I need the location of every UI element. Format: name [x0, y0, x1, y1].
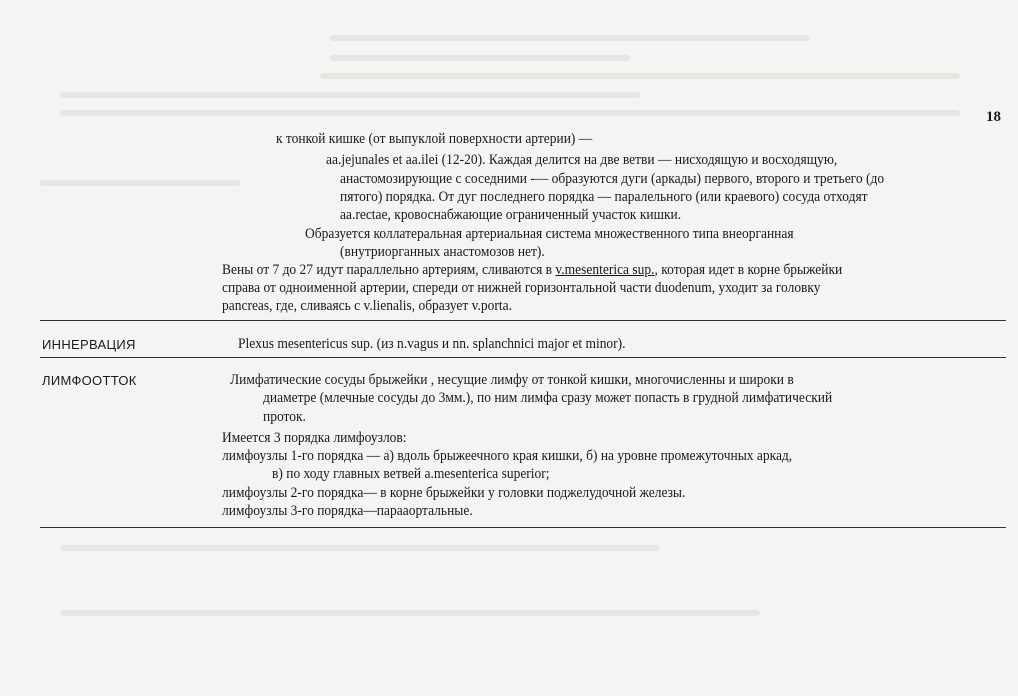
text-line: Plexus mesentericus sup. (из n.vagus и nn. splanchnici major et minor).	[238, 336, 626, 352]
text-line: Имеется 3 порядка лимфоузлов:	[222, 430, 407, 446]
bleed-through	[60, 110, 960, 116]
bleed-through	[320, 73, 960, 79]
divider	[40, 527, 1006, 528]
page-number: 18	[986, 109, 1001, 125]
text-line: лимфоузлы 2-го порядка— в корне брыжейки у головки поджелудочной железы.	[222, 485, 686, 501]
underlined-term: v.mesenterica sup.	[555, 262, 655, 278]
text-line: лимфоузлы 3-го порядка—парааортальные.	[222, 503, 473, 519]
text-line: в) по ходу главных ветвей a.mesenterica superior;	[272, 466, 550, 482]
text-line: пятого) порядка. От дуг последнего порядка — паралельного (или краевого) сосуда отходят	[340, 189, 868, 205]
text: Вены от 7 до 27 идут параллельно артериям, сливаются в	[222, 262, 556, 278]
text: , которая идет в корне брыжейки	[654, 262, 843, 278]
bleed-through	[330, 35, 810, 41]
text-line: диаметре (млечные сосуды до 3мм.), по ним лимфа сразу может попасть в грудной лимфатический	[263, 390, 833, 406]
bleed-through	[40, 180, 240, 186]
bleed-through	[60, 545, 660, 551]
text-line: Лимфатические сосуды брыжейки , несущие лимфу от тонкой кишки, многочисленны и широки в	[230, 372, 794, 388]
text-line: aa.rectae, кровоснабжающие ограниченный участок кишки.	[340, 207, 682, 223]
text-line: Образуется коллатеральная артериальная система множественного типа внеорганная	[305, 226, 794, 242]
bleed-through	[330, 55, 630, 61]
text-line: (внутриорганных анастомозов нет).	[340, 244, 545, 260]
section-label: ЛИМФООТТОК	[42, 373, 137, 388]
text-line: pancreas, где, сливаясь с v.lienalis, образует v.porta.	[222, 298, 512, 314]
bleed-through	[60, 92, 640, 98]
text-line: к тонкой кишке (от выпуклой поверхности артерии) —	[276, 131, 593, 147]
text-line: aa.jejunales et aa.ilei (12-20). Каждая делится на две ветви — нисходящую и восходящую,	[326, 152, 838, 168]
text-line: анастомозирующие с соседними -— образуются дуги (аркады) первого, второго и третьего (до	[340, 171, 885, 187]
divider	[40, 320, 1006, 321]
section-label: ИННЕРВАЦИЯ	[42, 337, 136, 352]
bleed-through	[60, 610, 760, 616]
divider	[40, 357, 1006, 358]
text-line: лимфоузлы 1-го порядка — а) вдоль брыжеечного края кишки, б) на уровне промежуточных аркад,	[222, 448, 793, 464]
text-line: проток.	[263, 409, 306, 425]
text-line	[222, 262, 842, 278]
text-line: справа от одноименной артерии, спереди от нижней горизонтальной части duodenum, уходит за головку	[222, 280, 821, 296]
